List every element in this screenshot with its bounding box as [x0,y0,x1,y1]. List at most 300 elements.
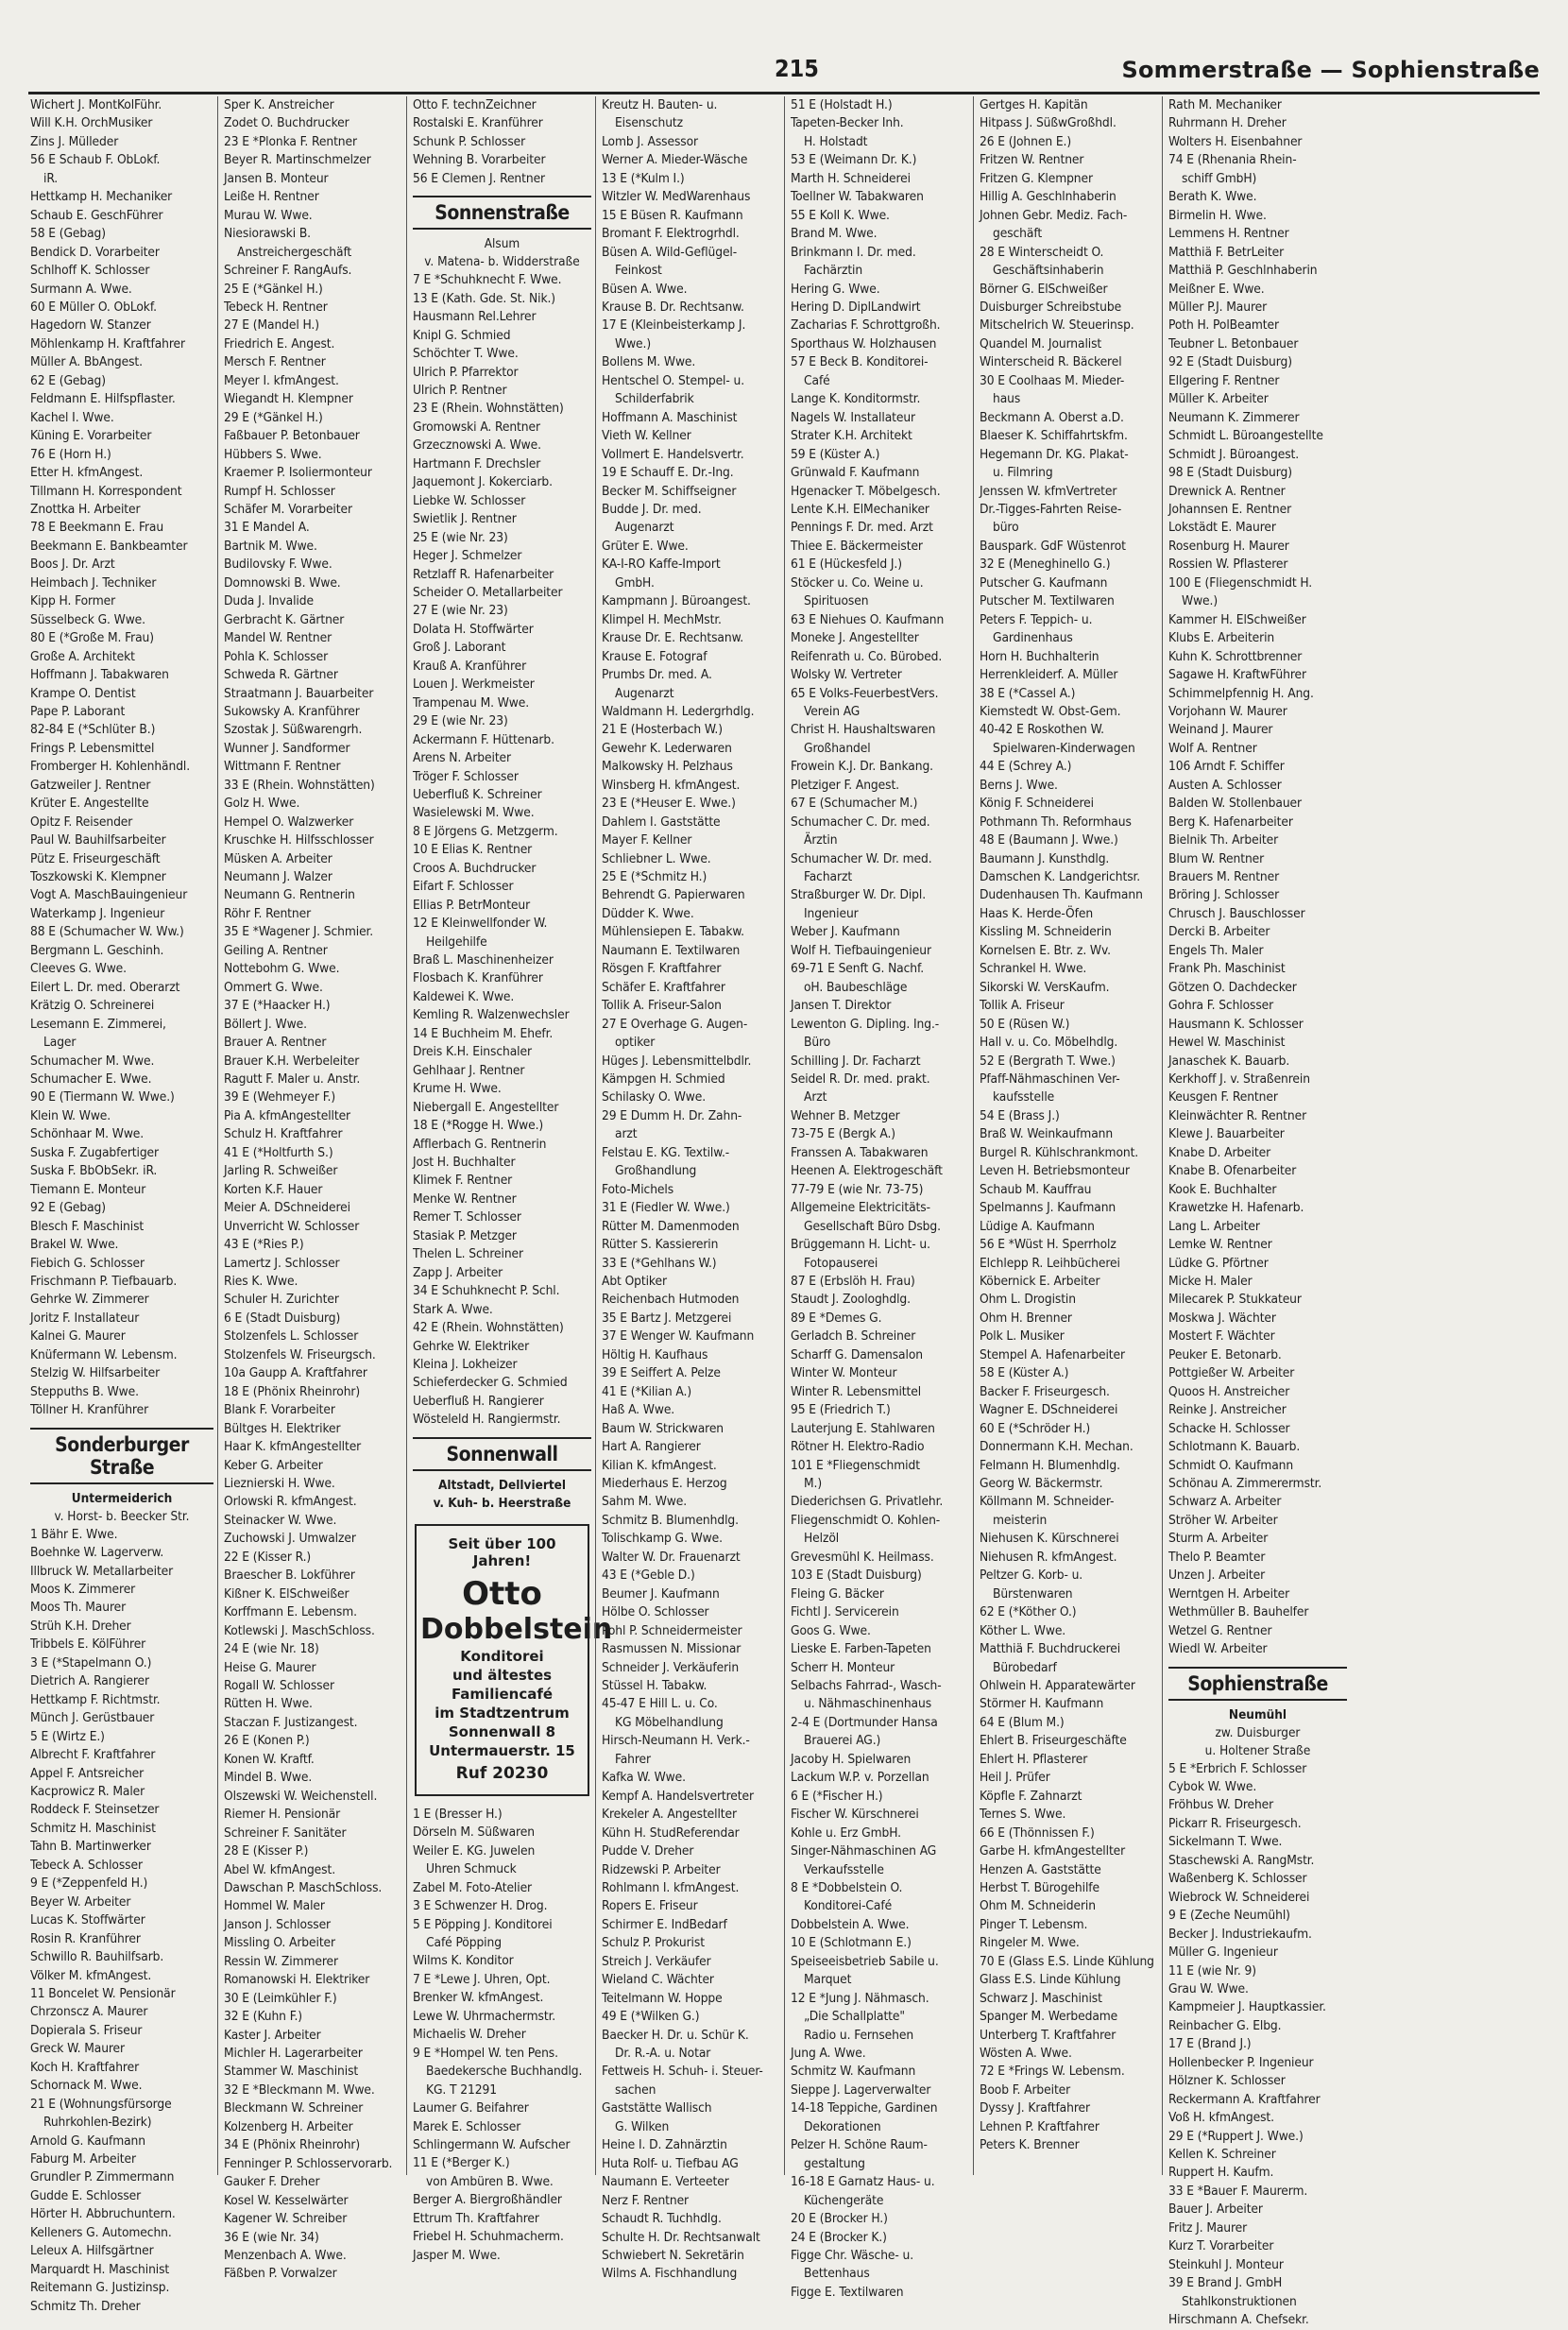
directory-entry: Wolsky W. Vertreter [791,667,902,683]
directory-entry: Heger J. Schmelzer [413,548,522,564]
directory-entry: Bielnik Th. Arbeiter [1168,832,1279,848]
directory-entry: Kilian K. kfmAngest. [602,1457,717,1473]
directory-entry: Unzen J. Arbeiter [1168,1568,1266,1584]
directory-entry: Grundler P. Zimmermann [30,2169,175,2185]
directory-entry: Schmidt L. Büroangestellte [1168,428,1323,444]
directory-entry: Ueberfluß H. Rangierer [413,1393,544,1409]
directory-entry: 20 E (Brocker H.) [791,2211,888,2227]
directory-entry: Rath M. Mechaniker [1168,97,1282,112]
directory-entry: Leiße H. Rentner [224,189,319,205]
directory-entry: Wolf H. Tiefbauingenieur [791,942,931,958]
directory-entry: Lang L. Arbeiter [1168,1218,1260,1234]
directory-entry: Rosenburg H. Maurer [1168,538,1289,554]
directory-entry: Wilms K. Konditor [413,1953,514,1969]
directory-entry: 55 E Koll K. Wwe. [791,207,890,223]
directory-entry: Nerz F. Rentner [602,2192,690,2208]
directory-entry: 6 E (Stadt Duisburg) [224,1310,341,1326]
directory-entry: Spelmanns J. Kaufmann [980,1200,1116,1216]
directory-entry: Braß W. Weinkaufmann [980,1126,1114,1142]
directory-entry: Bergmann L. Geschinh. [30,942,164,958]
directory-entry: Gewehr K. Lederwaren [602,740,732,756]
entry-continuation: Brauerei AG.) [804,1733,881,1749]
directory-entry: 61 E (Hückesfeld J.) [791,557,902,573]
directory-entry: Fischer W. Kürschnerei [791,1807,919,1823]
directory-entry: Olszewski W. Weichenstell. [224,1788,378,1804]
directory-entry: Tapeten-Becker Inh. [791,115,904,131]
directory-entry: Pohla K. Schlosser [224,648,329,664]
directory-entry: 23 E (Rhein. Wohnstätten) [413,401,564,417]
directory-entry: Peltzer G. Korb- u. [980,1568,1083,1584]
directory-entry: Johnen Gebr. Mediz. Fach- [980,207,1128,223]
directory-entry: Schunk P. Schlosser [413,133,526,149]
directory-entry: Wagner E. DSchneiderei [980,1402,1118,1418]
directory-entry: Polk L. Musiker [980,1328,1065,1345]
entry-continuation: u. Filmring [993,465,1053,481]
directory-entry: Möhlenkamp H. Kraftfahrer [30,335,185,351]
directory-entry: Mayer F. Kellner [602,832,692,848]
directory-entry: Vollmert E. Handelsvertr. [602,446,744,462]
directory-entry: Hagedorn W. Stanzer [30,317,151,334]
directory-entry: Krauß A. Kranführer [413,658,527,674]
directory-entry: 41 E (*Kilian A.) [602,1383,692,1399]
directory-entry: 25 E (*Schmitz H.) [602,869,707,885]
directory-entry: Stark A. Wwe. [413,1301,493,1317]
directory-entry: Horn H. Buchhalterin [980,648,1099,664]
entry-continuation: Augenarzt [615,520,674,536]
directory-entry: Glass E.S. Linde Kühlung [980,1972,1121,1988]
directory-entry: Bendick D. Vorarbeiter [30,244,160,260]
entry-continuation: von Ambüren B. Wwe. [426,2173,554,2189]
directory-entry: Znottka H. Arbeiter [30,501,141,517]
entry-continuation: Wwe.) [615,335,652,351]
directory-entry: Orlowski R. kfmAngest. [224,1494,357,1510]
directory-entry: Berger A. Biergroßhändler [413,2192,562,2208]
directory-entry: Ueberfluß K. Schreiner [413,786,542,802]
directory-entry: Menzenbach A. Wwe. [224,2248,347,2264]
directory-entry: Staczan F. Justizangest. [224,1714,358,1730]
directory-entry: Hering G. Wwe. [791,281,880,297]
directory-entry: Quoos H. Anstreicher [1168,1383,1290,1399]
directory-entry: Schönau A. Zimmerermstr. [1168,1475,1322,1491]
directory-entry: Köpfle F. Zahnarzt [980,1788,1082,1804]
directory-entry: 69-71 E Senft G. Nachf. [791,961,925,977]
directory-entry: Staudt J. Zoologhdlg. [791,1292,911,1308]
directory-entry: Streich J. Verkäufer [602,1953,711,1969]
directory-entry: 38 E (*Cassel A.) [980,685,1076,701]
directory-entry: 42 E (Rhein. Wohnstätten) [413,1320,564,1336]
directory-entry: Missling O. Arbeiter [224,1935,335,1951]
directory-entry: Dopierala S. Friseur [30,2022,143,2038]
directory-entry: Romanowski H. Elektriker [224,1972,370,1988]
entry-continuation: Café [804,372,830,388]
directory-entry: Winterscheid R. Bäckerel [980,354,1122,370]
directory-entry: Haar K. kfmAngestellter [224,1439,362,1455]
directory-entry: Waßenberg K. Schlosser [1168,1871,1307,1887]
directory-entry: 35 E Bartz J. Metzgerei [602,1310,732,1326]
directory-entry: Wilms A. Fischhandlung [602,2266,738,2282]
directory-entry: Herbst T. Bürogehilfe [980,1879,1099,1895]
directory-entry: 65 E Volks-FeuerbestVers. [791,685,939,701]
directory-entry: Pennings F. Dr. med. Arzt [791,520,933,536]
directory-entry: Kerkhoff J. v. Straßenrein [1168,1071,1310,1088]
directory-entry: Müller P.J. Maurer [1168,299,1268,315]
directory-entry: Fliegenschmidt O. Kohlen- [791,1512,941,1528]
directory-entry: Blum W. Rentner [1168,850,1265,866]
directory-entry: 33 E (*Gehlhans W.) [602,1255,717,1271]
district-heading: Altstadt, Dellviertel [437,1477,567,1493]
directory-entry: Ellias P. BetrMonteur [413,897,531,913]
directory-entry: 14-18 Teppiche, Gardinen [791,2100,938,2116]
directory-entry: 57 E Beck B. Konditorei- [791,354,929,370]
ad-line: im Stadtzentrum [435,1704,570,1722]
directory-entry: 9 E *Hompel W. ten Pens. [413,2045,558,2061]
directory-entry: Selbachs Fahrrad-, Wasch- [791,1677,942,1693]
directory-entry: Balden W. Stollenbauer [1168,796,1302,812]
directory-entry: Rumpf H. Schlosser [224,483,335,499]
entry-continuation: Fotopauserei [804,1255,878,1271]
directory-entry: 60 E (*Schröder H.) [980,1420,1091,1436]
header-rule [28,92,1540,94]
directory-entry: Pape P. Laborant [30,703,126,719]
directory-entry: Gohra F. Schlosser [1168,998,1274,1014]
directory-entry: Schumacher E. Wwe. [30,1071,152,1088]
directory-entry: Haß A. Wwe. [602,1402,675,1418]
directory-entry: Schumacher W. Dr. med. [791,850,932,866]
directory-entry: Friedrich E. Angest. [224,335,335,351]
directory-entry: Herrenkleiderf. A. Müller [980,667,1118,683]
entry-continuation: haus [993,391,1021,407]
entry-continuation: Radio u. Fernsehen [804,2027,914,2043]
directory-entry: Kook E. Buchhalter [1168,1181,1277,1197]
directory-entry: Steinacker W. Wwe. [224,1512,337,1528]
directory-entry: Schmitz Th. Dreher [30,2298,141,2314]
entry-continuation: Fachärztin [804,263,863,279]
entry-continuation: geschäft [993,226,1043,242]
directory-entry: Gehrke W. Elektriker [413,1338,530,1354]
entry-continuation: Stahlkonstruktionen [1182,2293,1297,2309]
directory-entry: Jansen B. Monteur [224,170,329,186]
directory-entry: Moos K. Zimmerer [30,1581,136,1597]
running-head: Sommerstraße — Sophienstraße [1121,57,1540,83]
directory-entry: Dawschan P. MaschSchloss. [224,1879,383,1895]
directory-entry: Rogall W. Schlosser [224,1677,334,1693]
directory-entry: Schmidt J. Büroangest. [1168,446,1300,462]
directory-entry: Knabe D. Arbeiter [1168,1144,1271,1160]
directory-entry: Koch H. Kraftfahrer [30,2059,140,2075]
directory-entry: Speiseeisbetrieb Sabile u. [791,1953,939,1969]
entry-continuation: Gesellschaft Büro Dsbg. [804,1218,941,1234]
entry-continuation: Spirituosen [804,593,869,609]
directory-entry: Dyssy J. Kraftfahrer [980,2100,1090,2116]
directory-entry: Seidel R. Dr. med. prakt. [791,1071,930,1088]
directory-entry: Kühn H. StudReferendar [602,1825,740,1841]
directory-entry: Dercki B. Arbeiter [1168,924,1270,940]
directory-entry: Backer F. Friseurgesch. [980,1383,1110,1399]
directory-entry: Wiegandt H. Klempner [224,391,353,407]
directory-entry: Wunner J. Sandformer [224,740,350,756]
entry-continuation: Helzöl [804,1531,840,1547]
entry-continuation: Facharzt [804,869,853,885]
directory-entry: Beekmann E. Bankbeamter [30,538,188,554]
directory-entry: Mühlensiepen E. Tabakw. [602,924,744,940]
directory-entry: Wittmann F. Rentner [224,759,341,775]
directory-entry: Müller G. Ingenieur [1168,1945,1278,1961]
directory-entry: Peuker E. Betonarb. [1168,1346,1282,1362]
directory-entry: Matthiä F. Buchdruckerei [980,1641,1121,1657]
directory-entry: 33 E *Bauer F. Maurerm. [1168,2183,1308,2199]
directory-entry: Schwarz J. Maschinist [980,1990,1102,2006]
directory-entry: Gauker F. Dreher [224,2174,320,2190]
directory-entry: Hillig A. Geschlnhaberin [980,189,1116,205]
directory-entry: Toellner W. Tabakwaren [791,189,924,205]
directory-entry: Schaub M. Kauffrau [980,1181,1092,1197]
directory-entry: Riemer H. Pensionär [224,1807,341,1823]
directory-entry: Feldmann E. Hilfspflaster. [30,391,176,407]
directory-entry: Dr.-Tigges-Fahrten Reise- [980,501,1122,517]
directory-entry: Schlhoff K. Schlosser [30,263,150,279]
directory-entry: Jenssen W. kfmVertreter [980,483,1117,499]
directory-entry: Arnold G. Kaufmann [30,2133,145,2149]
directory-entry: Tebeck H. Rentner [224,299,328,315]
ad-line: und ältestes [452,1666,553,1684]
directory-entry: Faburg M. Arbeiter [30,2151,136,2167]
directory-entry: Grüter E. Wwe. [602,538,689,554]
directory-entry: Bültges H. Elektriker [224,1420,341,1436]
directory-entry: Duisburger Schreibstube [980,299,1122,315]
directory-entry: Lamertz J. Schlosser [224,1255,340,1271]
directory-entry: Elchlepp R. Leihbücherei [980,1255,1120,1271]
directory-entry: Ohlwein H. Apparatewärter [980,1677,1135,1693]
directory-entry: Voß H. kfmAngest. [1168,2110,1274,2126]
directory-entry: Frings P. Lebensmittel [30,740,155,756]
directory-entry: 63 E Niehues O. Kaufmann [791,611,945,627]
directory-entry: Fichtl J. Servicerein [791,1604,899,1620]
directory-entry: 103 E (Stadt Duisburg) [791,1568,922,1584]
directory-entry: 67 E (Schumacher M.) [791,796,918,812]
directory-entry: Suska F. Zugabfertiger [30,1144,159,1160]
directory-entry: Thelo P. Beamter [1168,1549,1266,1565]
directory-entry: Gehrke W. Zimmerer [30,1292,149,1308]
directory-entry: 7 E *Schuhknecht F. Wwe. [413,272,562,288]
directory-entry: Szostak J. Süßwarengrh. [224,722,363,738]
directory-entry: Brand M. Wwe. [791,226,878,242]
directory-entry: 9 E (*Zeppenfeld H.) [30,1876,148,1892]
directory-entry: Wetzel G. Rentner [1168,1622,1272,1638]
directory-entry: Korffmann E. Lebensm. [224,1604,357,1620]
directory-entry: 26 E (Konen P.) [224,1733,310,1749]
directory-entry: Wiebrock W. Schneiderei [1168,1889,1310,1905]
directory-entry: Mersch F. Rentner [224,354,326,370]
directory-column [784,96,973,2300]
directory-entry: 59 E (Küster A.) [791,446,880,462]
directory-entry: Greck W. Maurer [30,2041,125,2057]
directory-entry: 33 E (Rhein. Wohnstätten) [224,777,375,793]
directory-entry: Peters K. Brenner [980,2137,1080,2153]
directory-entry: Grevesmühl K. Heilmass. [791,1549,934,1565]
directory-entry: Fritz J. Maurer [1168,2219,1248,2236]
directory-entry: Ackermann F. Hüttenarb. [413,731,554,747]
directory-entry: Donnermann K.H. Mechan. [980,1439,1133,1455]
directory-entry: Ströher W. Arbeiter [1168,1512,1278,1528]
directory-entry: Golz H. Wwe. [224,796,300,812]
directory-entry: 29 E (wie Nr. 23) [413,713,508,729]
directory-entry: 78 E Beekmann E. Frau [30,520,164,536]
directory-entry: Niebergall E. Angestellter [413,1099,559,1115]
directory-entry: Krüter E. Angestellte [30,796,149,812]
directory-entry: Kißner K. ElSchweißer [224,1585,349,1602]
directory-entry: Krause E. Fotograf [602,648,707,664]
directory-entry: Rosin R. Kranführer [30,1930,141,1946]
directory-entry: Domnowski B. Wwe. [224,574,341,591]
directory-entry: Mitschelrich W. Steuerinsp. [980,317,1134,334]
directory-entry: 37 E (*Haacker H.) [224,998,331,1014]
advertisement-box [415,1524,613,1796]
directory-entry: Wösteleld H. Rangiermstr. [413,1412,561,1428]
directory-entry: Strüh K.H. Dreher [30,1618,131,1634]
directory-entry: 50 E (Rüsen W.) [980,1016,1070,1032]
directory-entry: 25 E (wie Nr. 23) [413,529,508,545]
directory-entry: Peters F. Teppich- u. [980,611,1093,627]
entry-continuation: Lager [43,1035,77,1051]
directory-entry: 11 E (*Berger K.) [413,2155,510,2171]
directory-entry: 76 E (Horn H.) [30,446,111,462]
directory-entry: Hollenbecker P. Ingenieur [1168,2054,1314,2070]
directory-entry: Appel F. Antsreicher [30,1765,145,1781]
directory-entry: Thiee E. Bäckermeister [791,538,923,554]
directory-entry: 13 E (Kath. Gde. St. Nik.) [413,290,556,306]
directory-entry: Pottgießer W. Arbeiter [1168,1365,1295,1381]
ad-line: Untermauerstr. 15 [429,1741,575,1759]
directory-entry: Röhr F. Rentner [224,905,312,921]
directory-entry: Schulte H. Dr. Rechtsanwalt [602,2229,760,2245]
directory-entry: Kachel I. Wwe. [30,409,114,425]
directory-entry: Beyer R. Martinschmelzer [224,152,371,168]
directory-entry: Blaeser K. Schiffahrtskfm. [980,428,1128,444]
directory-entry: Kellen K. Schreiner [1168,2147,1276,2163]
directory-entry: 24 E (wie Nr. 18) [224,1641,319,1657]
directory-entry: Rötner H. Elektro-Radio [791,1439,925,1455]
street-range: zw. Duisburger [1215,1724,1301,1740]
directory-entry: Behrendt G. Papierwaren [602,887,745,903]
directory-entry: Quandel M. Journalist [980,335,1102,351]
directory-entry: Lüdke G. Pförtner [1168,1255,1269,1271]
directory-entry: Lokstädt E. Maurer [1168,520,1276,536]
entry-continuation: Bettenhaus [804,2266,870,2282]
directory-entry: Süsselbeck G. Wwe. [30,611,145,627]
directory-entry: Reichenbach Hutmoden [602,1292,740,1308]
directory-entry: Janson J. Schlosser [224,1916,332,1932]
directory-entry: Paul W. Bauhilfsarbeiter [30,832,166,848]
directory-entry: Ternes S. Wwe. [980,1807,1066,1823]
directory-entry: 3 E (*Stapelmann O.) [30,1654,152,1670]
directory-entry: 45-47 E Hill L. u. Co. [602,1696,718,1712]
directory-entry: Meißner E. Wwe. [1168,281,1265,297]
directory-entry: Hörter H. Abbruchuntern. [30,2206,176,2222]
directory-entry: Chrzonscz A. Maurer [30,2004,148,2020]
directory-entry: Reckermann A. Kraftfahrer [1168,2091,1321,2107]
directory-entry: Schlotmann K. Bauarb. [1168,1439,1301,1455]
directory-entry: Köther L. Wwe. [980,1622,1066,1638]
directory-column [1162,96,1351,2328]
directory-entry: Schäfer M. Vorarbeiter [224,501,352,517]
directory-entry: Winter R. Lebensmittel [791,1383,922,1399]
entry-continuation: Arzt [804,1089,827,1105]
entry-continuation: meisterin [993,1512,1048,1528]
directory-entry: Louen J. Werkmeister [413,677,535,693]
directory-entry: 72 E *Frings W. Lebensm. [980,2064,1125,2080]
directory-entry: Tollik A. Friseur [980,998,1065,1014]
directory-entry: 51 E (Holstadt H.) [791,97,893,112]
directory-entry: Schumacher C. Dr. med. [791,814,930,830]
directory-entry: Ohm L. Drogistin [980,1292,1076,1308]
directory-entry: Lauterjung E. Stahlwaren [791,1420,935,1436]
directory-entry: Drewnick A. Rentner [1168,483,1286,499]
directory-entry: Hitpass J. SüßwGroßhdl. [980,115,1116,131]
directory-entry: Hettkamp H. Mechaniker [30,189,173,205]
directory-entry: Fromberger H. Kohlenhändl. [30,759,191,775]
directory-entry: Menke W. Rentner [413,1191,517,1207]
directory-entry: Düdder K. Wwe. [602,905,694,921]
directory-entry: Arens N. Arbeiter [413,750,511,766]
directory-entry: Henzen A. Gaststätte [980,1861,1101,1877]
directory-entry: Pütz E. Friseurgeschäft [30,850,161,866]
directory-entry: Tahn B. Martinwerker [30,1839,151,1855]
directory-entry: Winsberg H. kfmAngest. [602,777,741,793]
directory-entry: 62 E (Gebag) [30,372,106,388]
directory-entry: Bauer J. Arbeiter [1168,2202,1263,2218]
directory-entry: Kämpgen H. Schmied [602,1071,725,1088]
ad-line: Sonnenwall 8 [448,1722,556,1740]
entry-continuation: Ärztin [804,832,838,848]
entry-continuation: gestaltung [804,2155,865,2171]
directory-entry: Büsen A. Wwe. [602,281,688,297]
directory-entry: Boehnke W. Lagerverw. [30,1545,164,1561]
directory-entry: 14 E Buchheim M. Ehefr. [413,1025,554,1041]
directory-entry: Eifart F. Schlosser [413,879,514,895]
directory-entry: Schwillo R. Bauhilfsarb. [30,1949,164,1965]
directory-entry: 13 E (*Kulm I.) [602,170,685,186]
entry-continuation: Geschäftsinhaberin [993,263,1104,279]
directory-entry: Lente K.H. ElMechaniker [791,501,929,517]
directory-entry: Klimek F. Rentner [413,1173,513,1189]
directory-entry: 95 E (Friedrich T.) [791,1402,891,1418]
directory-entry: Schmidt O. Kaufmann [1168,1457,1294,1473]
directory-entry: 43 E (*Ries P.) [224,1237,304,1253]
directory-entry: Sturm A. Arbeiter [1168,1531,1269,1547]
directory-entry: Ohm H. Brenner [980,1310,1072,1326]
entry-continuation: kaufsstelle [993,1089,1055,1105]
directory-entry: Stelzig W. Hilfsarbeiter [30,1365,161,1381]
directory-entry: Georg W. Bäckermstr. [980,1475,1103,1491]
directory-entry: Rösgen F. Kraftfahrer [602,961,722,977]
directory-entry: Ulrich P. Pfarrektor [413,364,519,380]
directory-entry: Hüges J. Lebensmittelbdlr. [602,1053,752,1069]
street-heading: Sonnenwall [413,1437,591,1471]
directory-entry: Neumann K. Zimmerer [1168,409,1300,425]
directory-entry: Steinkuhl J. Monteur [1168,2256,1284,2272]
ad-name-last: Dobbelstein [420,1612,613,1646]
directory-entry: Wiedl W. Arbeiter [1168,1641,1268,1657]
directory-entry: Kampmeier J. Hauptkassier. [1168,1999,1326,2015]
directory-entry: Tiemann E. Monteur [30,1181,146,1197]
directory-entry: Straatmann J. Bauarbeiter [224,685,374,701]
directory-entry: Schacke H. Schlosser [1168,1420,1290,1436]
entry-continuation: arzt [615,1126,638,1142]
directory-entry: Joritz F. Installateur [30,1310,140,1326]
directory-entry: Schulz H. Kraftfahrer [224,1126,343,1142]
directory-entry: 43 E (*Geble D.) [602,1568,695,1584]
directory-entry: 29 E Dumm H. Dr. Zahn- [602,1107,742,1123]
